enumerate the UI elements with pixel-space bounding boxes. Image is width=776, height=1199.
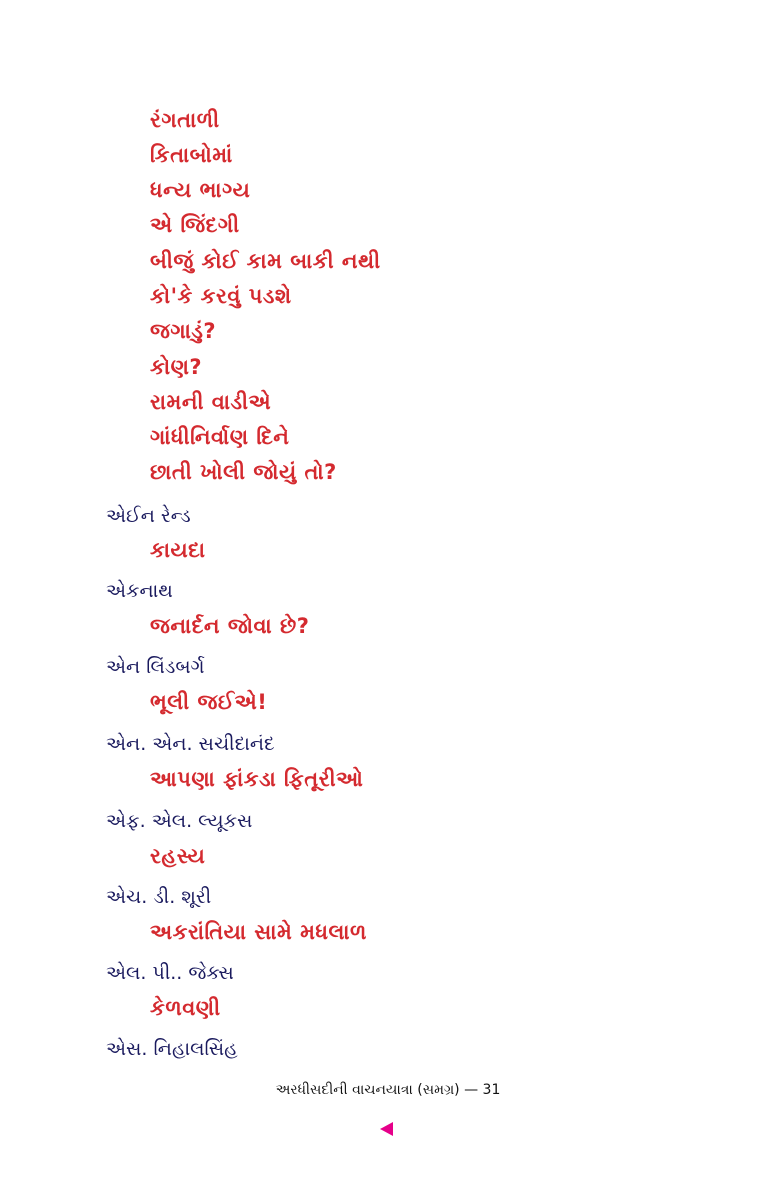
title-line: એ જિંદગી: [150, 213, 240, 237]
author-name: એકનાથ: [106, 580, 173, 602]
title-line: કિતાબોમાં: [150, 143, 233, 167]
title-line: કાયદા: [150, 538, 206, 562]
title-line: કેળવણી: [150, 996, 221, 1020]
author-name: એફ. એલ. લ્યૂકસ: [106, 810, 253, 832]
author-name: એલ. પી.. જેક્સ: [106, 962, 234, 984]
title-line: છાતી ખોલી જોયું તો?: [150, 460, 337, 484]
title-line: બીજું કોઈ કામ બાકી નથી: [150, 249, 381, 273]
title-line: ગાંધીનિર્વાણ દિને: [150, 425, 290, 449]
title-line: ધન્ય ભાગ્ય: [150, 178, 251, 202]
title-line: કો'કે કરવું પડશે: [150, 284, 292, 308]
author-name: એન લિંડબર્ગ: [106, 656, 205, 678]
title-line: જગાડું?: [150, 319, 217, 343]
title-line: અકરાંતિયા સામે મધલાળ: [150, 920, 367, 944]
page-footer: અરધીસદીની વાચનયાત્રા (સમગ્ર) — 31: [275, 1082, 501, 1098]
title-line: કોણ?: [150, 355, 203, 379]
author-name: એસ. નિહાલસિંહ: [106, 1038, 238, 1060]
title-line: જનાર્દન જોવા છે?: [150, 614, 310, 638]
title-line: રંગતાળી: [150, 108, 220, 132]
author-name: એન. એન. સચીદાનંદ: [106, 733, 275, 755]
title-line: ભૂલી જઈએ!: [150, 690, 268, 714]
left-triangle-icon[interactable]: [380, 1122, 393, 1136]
title-line: આપણા ફાંકડા ફિતૂરીઓ: [150, 767, 364, 791]
title-line: રહસ્ય: [150, 844, 206, 868]
title-line: રામની વાડીએ: [150, 390, 272, 414]
author-name: એચ. ડી. શૂરી: [106, 886, 212, 908]
author-name: એઈન રેન્ડ: [106, 505, 191, 527]
